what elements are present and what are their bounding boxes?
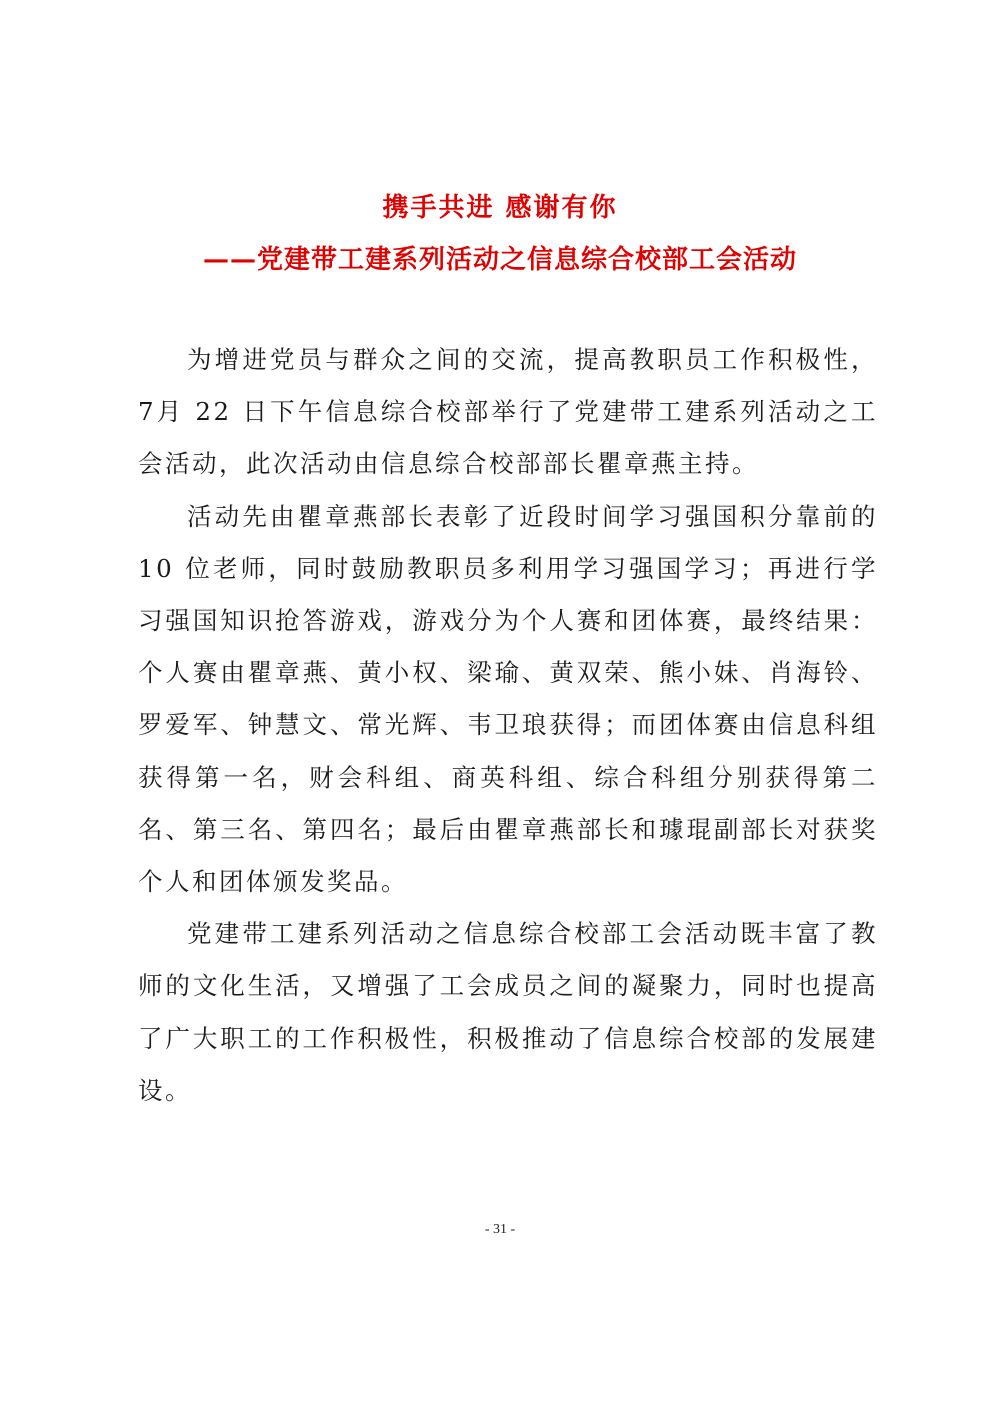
page-title: 携手共进 感谢有你 <box>382 193 618 223</box>
page-number: - 31 - <box>484 1222 516 1237</box>
paragraph: 党建带工建系列活动之信息综合校部工会活动既丰富了教师的文化生活，又增强了工会成员之间的凝聚力，同时也提高了广大职工的工作积极性，积极推动了信息综合校部的发展建设。 <box>138 919 878 1105</box>
paragraph: 活动先由瞿章燕部长表彰了近段时间学习强国积分靠前的10 位老师，同时鼓励教职员多利用学习强国学习；再进行学习强国知识抢答游戏，游戏分为个人赛和团体赛，最终结果：个人赛由瞿章燕、黄小权、梁瑜、黄双荣、熊小妹、肖海铃、罗爱军、钟慧文、常光辉、韦卫琅获得；而团体赛由信息科组获得第一名，财会科组、商英科组、综合科组分别获得第二名、第三名、第四名；最后由瞿章燕部长和璩琨副部长对获奖个人和团体颁发奖品。 <box>138 501 878 897</box>
title-block <box>0 188 1000 280</box>
paragraph: 为增进党员与群众之间的交流，提高教职员工作积极性，7月 22 日下午信息综合校部举行了党建带工建系列活动之工会活动，此次活动由信息综合校部部长瞿章燕主持。 <box>138 345 878 479</box>
page-subtitle: ——党建带工建系列活动之信息综合校部工会活动 <box>202 245 797 275</box>
article-body <box>138 334 878 1117</box>
